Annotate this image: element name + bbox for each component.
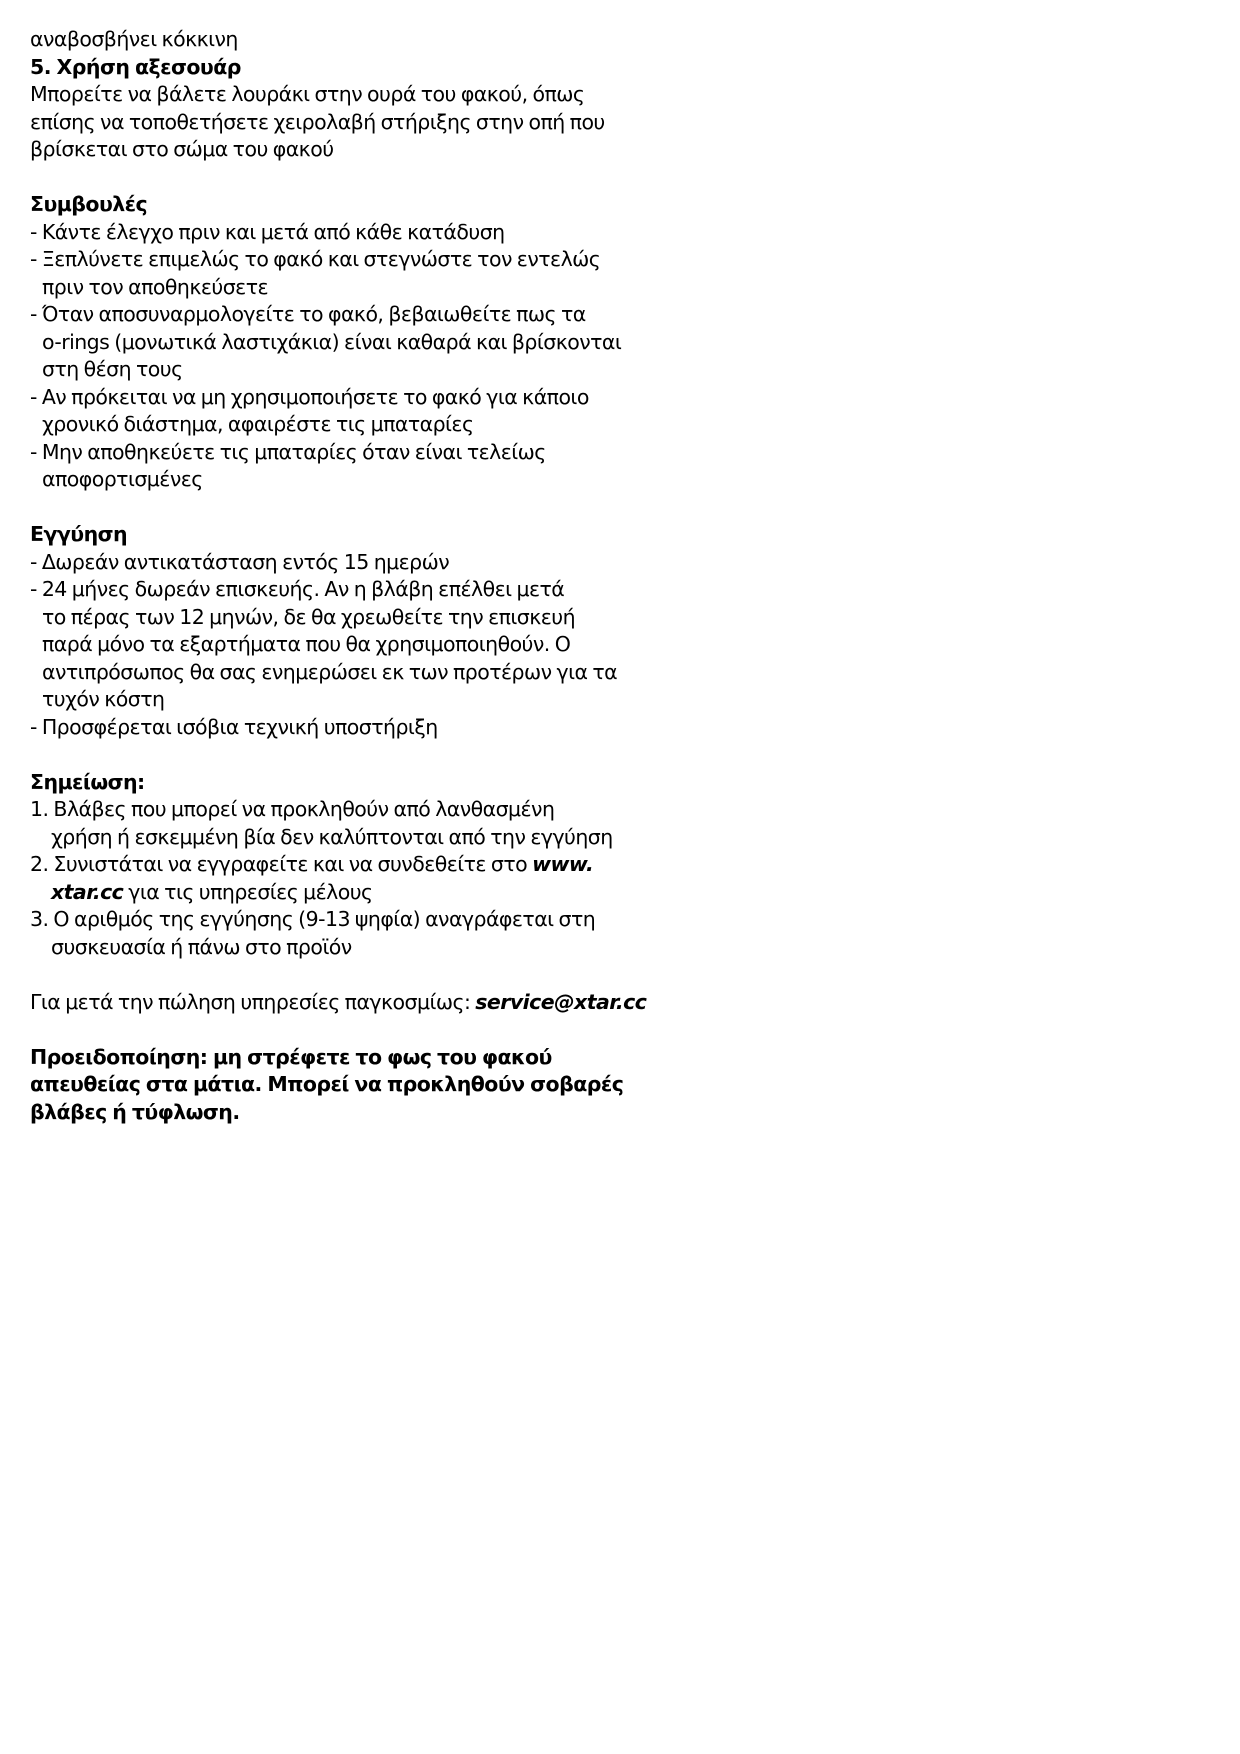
website-link: xtar.cc (51, 879, 124, 904)
spacer (30, 961, 630, 989)
spacer (30, 494, 630, 522)
warranty-item-continuation: παρά μόνο τα εξαρτήματα που θα χρησιμοποιηθούν. Ο (42, 632, 571, 656)
warning-line: Προειδοποίηση: μη στρέφετε το φως του φακού (30, 1044, 552, 1069)
accessories-line: επίσης να τοποθετήσετε χειρολαβή στήριξης στην οπή που (30, 109, 605, 134)
accessories-paragraph (30, 81, 630, 164)
warning-line: βλάβες ή τύφλωση. (30, 1099, 240, 1124)
tip-item-continuation: πριν τον αποθηκεύσετε (42, 274, 269, 299)
note-item-continuation: χρήση ή εσκεμμένη βία δεν καλύπτονται από την εγγύηση (51, 824, 613, 849)
tip-item: - Όταν αποσυναρμολογείτε το φακό, βεβαιωθείτε πως τα (30, 302, 586, 326)
note-list (30, 796, 630, 961)
warranty-item: - Προσφέρεται ισόβια τεχνική υποστήριξη (30, 714, 438, 739)
tip-item: - Μην αποθηκεύετε τις μπαταρίες όταν είναι τελείως (30, 439, 546, 464)
tip-item-continuation: στη θέση τους (42, 357, 183, 381)
tips-heading: Συμβουλές (30, 192, 148, 216)
note-item-text: για τις υπηρεσίες μέλους (123, 879, 373, 904)
accessories-line: Μπορείτε να βάλετε λουράκι στην ουρά του φακού, όπως (30, 82, 585, 106)
note-item: 1. Βλάβες που μπορεί να προκληθούν από λανθασμένη (30, 797, 555, 821)
tips-list (30, 219, 630, 494)
tip-item: - Ξεπλύνετε επιμελώς το φακό και στεγνώστε τον εντελώς (30, 247, 601, 271)
tip-item-continuation: o-rings (μονωτικά λαστιχάκια) είναι καθαρά και βρίσκονται (42, 329, 622, 354)
accessories-heading: 5. Χρήση αξεσουάρ (30, 54, 241, 79)
note-item-continuation (30, 879, 630, 907)
spacer (30, 1016, 630, 1044)
website-link: www. (532, 852, 594, 876)
warranty-heading: Εγγύηση (30, 522, 128, 546)
tip-item: - Αν πρόκειται να μη χρησιμοποιήσετε το φακό για κάποιο (30, 384, 589, 409)
tip-item-continuation: χρονικό διάστημα, αφαιρέστε τις μπαταρίες (42, 412, 474, 436)
note-item (30, 851, 630, 879)
service-text: Για μετά την πώληση υπηρεσίες παγκοσμίως: (30, 989, 476, 1014)
warranty-item-continuation: τυχόν κόστη (42, 687, 165, 711)
warranty-item-continuation: το πέρας των 12 μηνών, δε θα χρεωθείτε την επισκευή (42, 604, 576, 629)
note-item-text: 2. Συνιστάται να εγγραφείτε και να συνδεθείτε στο (30, 852, 533, 876)
warning-paragraph (30, 1044, 630, 1127)
warranty-item: - Δωρεάν αντικατάσταση εντός 15 ημερών (30, 549, 450, 574)
spacer (30, 741, 630, 769)
warning-line: απευθείας στα μάτια. Μπορεί να προκληθούν σοβαρές (30, 1072, 624, 1096)
service-email: service@xtar.cc (475, 989, 647, 1014)
note-item-continuation: συσκευασία ή πάνω στο προϊόν (51, 934, 352, 959)
manual-page (30, 26, 647, 1126)
spacer (30, 164, 630, 192)
note-heading: Σημείωση: (30, 769, 145, 794)
warranty-list (30, 549, 630, 742)
intro-fragment: αναβοσβήνει κόκκινη (30, 27, 238, 51)
service-line (30, 989, 647, 1017)
warranty-item-continuation: αντιπρόσωπος θα σας ενημερώσει εκ των προτέρων για τα (42, 659, 618, 684)
warranty-item: - 24 μήνες δωρεάν επισκευής. Αν η βλάβη επέλθει μετά (30, 577, 565, 601)
tip-item-continuation: αποφορτισμένες (42, 467, 203, 491)
note-item: 3. Ο αριθμός της εγγύησης (9-13 ψηφία) αναγράφεται στη (30, 907, 596, 931)
tip-item: - Κάντε έλεγχο πριν και μετά από κάθε κατάδυση (30, 219, 505, 244)
accessories-line: βρίσκεται στο σώμα του φακού (30, 137, 334, 161)
